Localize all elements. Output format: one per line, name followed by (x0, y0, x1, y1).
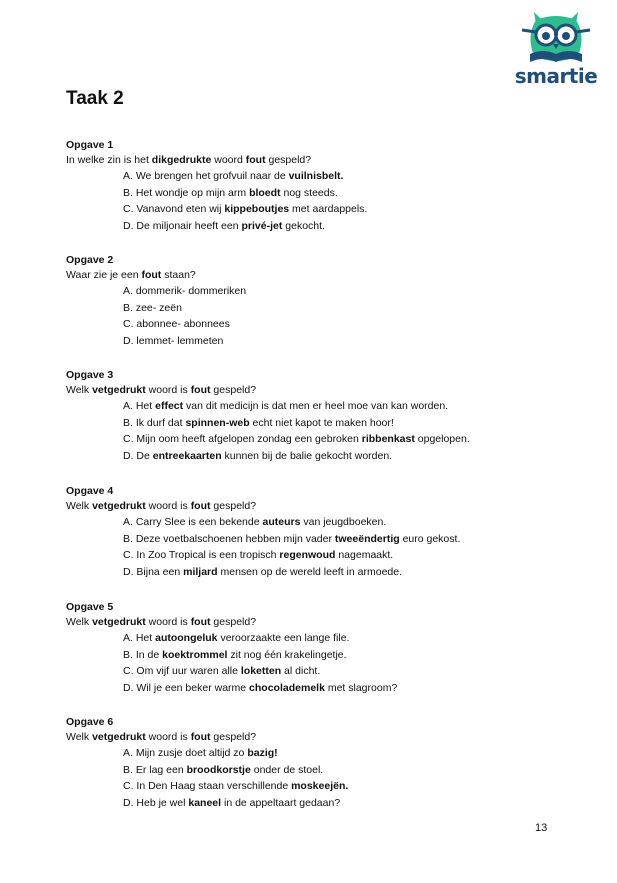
bold-word: effect (155, 400, 184, 412)
text-run: In welke zin is het (66, 154, 152, 166)
answer-option (123, 795, 586, 812)
bold-word: fout (190, 616, 211, 628)
bold-word: autoongeluk (155, 632, 218, 644)
question-heading: Opgave 6 (66, 716, 114, 728)
answer-option (123, 300, 586, 317)
text-run: B. Het wondje op mijn arm (123, 186, 250, 199)
text-run: met slagroom? (324, 681, 398, 694)
text-run: B. zee- zeën (123, 301, 182, 314)
text-run: gespeld? (210, 616, 257, 628)
bold-word: tweeëndertig (334, 532, 400, 545)
text-run: D. Heb je wel (123, 796, 189, 809)
text-run: euro gekost. (399, 532, 461, 545)
question-prompt (66, 152, 586, 168)
answer-option (123, 680, 586, 697)
text-run: staan? (161, 269, 196, 281)
question-heading: Opgave 4 (66, 485, 114, 497)
text-run: A. Carry Slee is een bekende (123, 516, 263, 528)
answer-option (123, 415, 586, 432)
text-run: Welk (66, 731, 93, 743)
question-prompt (66, 267, 586, 283)
text-run: Welk (66, 616, 93, 628)
text-run: kunnen bij de balie gekocht worden. (221, 449, 393, 462)
text-run: nagemaakt. (335, 549, 394, 562)
text-run: mensen op de wereld leeft in armoede. (217, 565, 403, 578)
bold-word: kippeboutjes (224, 203, 290, 216)
text-run: B. Er lag een (123, 763, 187, 776)
text-run: A. Het (123, 400, 156, 412)
answer-options (66, 745, 586, 811)
text-run: gespeld? (210, 500, 257, 512)
text-run: D. Wil je een beker warme (123, 681, 250, 694)
text-run: woord is (145, 731, 191, 743)
text-run: zit nog één krakelingetje. (227, 648, 347, 661)
answer-option (123, 201, 586, 218)
text-run: C. Vanavond eten wij (123, 203, 225, 216)
bold-word: bazig! (247, 747, 278, 759)
bold-word: koektrommel (162, 648, 228, 661)
question-heading: Opgave 3 (66, 369, 114, 381)
bold-word: broodkorstje (186, 763, 251, 776)
owl-icon (508, 8, 604, 64)
text-run: gekocht. (282, 219, 325, 232)
bold-word: dikgedrukte (151, 154, 212, 166)
text-run: onder de stoel. (250, 763, 324, 776)
text-run: A. We brengen het grofvuil naar de (123, 170, 289, 182)
answer-option (123, 630, 586, 647)
text-run: gespeld? (265, 154, 312, 166)
text-run: B. Ik durf dat (123, 416, 186, 429)
answer-option (123, 745, 586, 762)
text-run: D. De miljonair heeft een (123, 219, 242, 232)
text-run: D. lemmet- lemmeten (123, 334, 224, 347)
bold-word: chocolademelk (249, 681, 325, 694)
answer-option (123, 185, 586, 202)
text-run: A. dommerik- dommeriken (123, 285, 247, 297)
bold-word: spinnen-web (185, 416, 250, 429)
bold-word: fout (190, 500, 211, 512)
answer-option (123, 778, 586, 795)
bold-word: fout (245, 154, 266, 166)
question-prompt (66, 729, 586, 745)
text-run: woord is (145, 384, 191, 396)
text-run: gespeld? (210, 384, 257, 396)
answer-option (123, 398, 586, 415)
answer-option (123, 316, 586, 333)
question-block (66, 715, 586, 811)
answer-options (66, 168, 586, 234)
bold-word: fout (141, 269, 162, 281)
bold-word: ribbenkast (361, 433, 415, 446)
text-run: woord is (145, 500, 191, 512)
text-run: C. Mijn oom heeft afgelopen zondag een gebroken (123, 433, 362, 446)
question-block (66, 600, 586, 696)
page-title: Taak 2 (66, 88, 124, 109)
answer-option (123, 514, 586, 531)
text-run: C. In Zoo Tropical is een tropisch (123, 549, 280, 562)
bold-word: moskeejën. (291, 780, 349, 793)
question-block (66, 253, 586, 349)
bold-word: vetgedrukt (92, 384, 146, 396)
text-run: echt niet kapot te maken hoor! (249, 416, 394, 429)
question-prompt (66, 614, 586, 630)
text-run: woord is (145, 616, 191, 628)
bold-word: miljard (183, 565, 218, 578)
text-run: nog steeds. (280, 186, 338, 199)
answer-option (123, 448, 586, 465)
text-run: Welk (66, 500, 93, 512)
answer-option (123, 647, 586, 664)
answer-option (123, 283, 586, 300)
text-run: B. Deze voetbalschoenen hebben mijn vader (123, 532, 335, 545)
bold-word: loketten (240, 665, 282, 678)
question-heading: Opgave 1 (66, 139, 114, 151)
answer-option (123, 531, 586, 548)
text-run: C. In Den Haag staan verschillende (123, 780, 292, 793)
answer-options (66, 283, 586, 349)
answer-option (123, 168, 586, 185)
text-run: opgelopen. (414, 433, 470, 446)
text-run: B. In de (123, 648, 163, 661)
bold-word: bloedt (249, 186, 281, 199)
bold-word: regenwoud (279, 549, 336, 562)
text-run: met aardappels. (289, 203, 368, 216)
answer-option (123, 333, 586, 350)
question-block (66, 368, 586, 464)
text-run: D. De (123, 449, 153, 462)
text-run: Waar zie je een (66, 269, 142, 281)
text-run: in de appeltaart gedaan? (221, 796, 341, 809)
text-run: van jeugdboeken. (300, 516, 387, 528)
bold-word: entreekaarten (152, 449, 222, 462)
bold-word: kaneel (188, 796, 222, 809)
bold-word: vetgedrukt (92, 616, 146, 628)
text-run: al dicht. (281, 665, 321, 678)
answer-option (123, 218, 586, 235)
question-prompt (66, 498, 586, 514)
answer-options (66, 514, 586, 580)
question-block (66, 138, 586, 234)
answer-options (66, 398, 586, 464)
text-run: C. abonnee- abonnees (123, 318, 230, 331)
question-heading: Opgave 5 (66, 601, 114, 613)
question-prompt (66, 382, 586, 398)
answer-options (66, 630, 586, 696)
text-run: Welk (66, 384, 93, 396)
text-run: gespeld? (210, 731, 257, 743)
answer-option (123, 663, 586, 680)
answer-option (123, 431, 586, 448)
answer-option (123, 564, 586, 581)
bold-word: fout (190, 731, 211, 743)
bold-word: vuilnisbelt. (288, 170, 344, 182)
question-block (66, 484, 586, 580)
bold-word: vetgedrukt (92, 731, 146, 743)
text-run: D. Bijna een (123, 565, 184, 578)
text-run: veroorzaakte een lange file. (217, 632, 350, 644)
question-heading: Opgave 2 (66, 254, 114, 266)
bold-word: vetgedrukt (92, 500, 146, 512)
text-run: A. Mijn zusje doet altijd zo (123, 747, 248, 759)
answer-option (123, 762, 586, 779)
text-run: van dit medicijn is dat men er heel moe van kan worden. (183, 400, 449, 412)
brand-name: smartie (514, 64, 598, 88)
page-number: 13 (535, 822, 548, 834)
smartie-logo (508, 8, 604, 92)
bold-word: privé-jet (241, 219, 283, 232)
bold-word: fout (190, 384, 211, 396)
bold-word: auteurs (262, 516, 301, 528)
text-run: C. Om vijf uur waren alle (123, 665, 241, 678)
text-run: woord (211, 154, 246, 166)
answer-option (123, 547, 586, 564)
text-run: A. Het (123, 632, 156, 644)
